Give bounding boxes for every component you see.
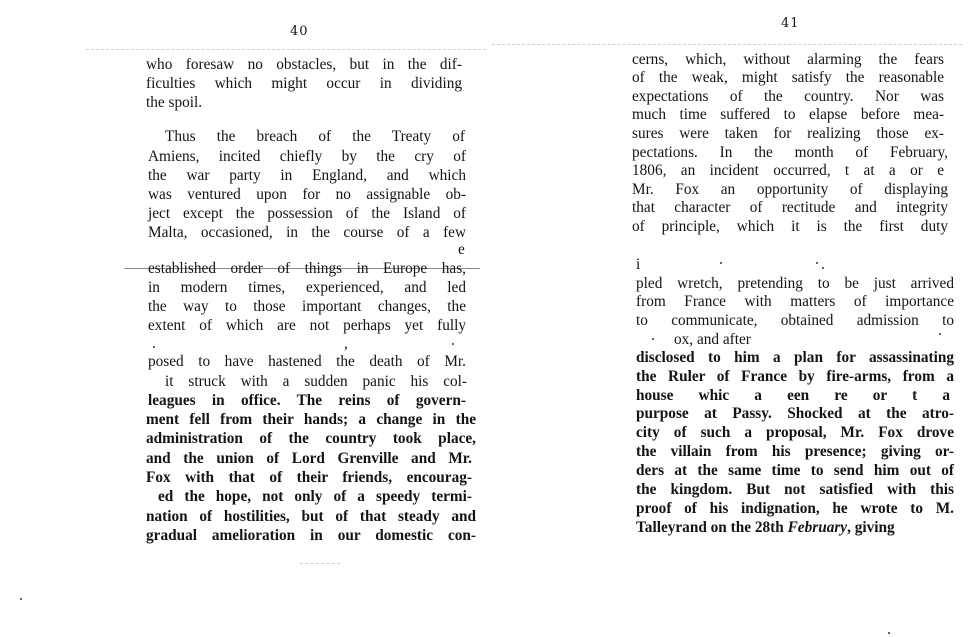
text-line: e (458, 241, 465, 258)
text-line: ment fell from their hands; a change in the (146, 411, 476, 428)
text-line: was ventured upon for no assignable ob- (148, 186, 466, 203)
text-line (636, 518, 895, 538)
text-line: the villain from his presence; giving or- (636, 443, 954, 460)
text-line: ox, and after (674, 331, 751, 348)
text-line: pectations. In the month of February, (632, 144, 948, 161)
text-line: of the weak, might satisfy the reasonable (632, 69, 944, 86)
text-line: the Ruler of France by fire-arms, from a (636, 368, 954, 385)
text-line: nation of hostilities, but of that steady and (146, 508, 476, 525)
text-line: proof of his indignation, he wrote to M. (636, 500, 954, 517)
text-line: i (636, 256, 641, 273)
ink-speck (452, 343, 454, 345)
text-line: the way to those important changes, the (148, 298, 466, 315)
text-line: extent of which are not perhaps yet fully (148, 317, 466, 334)
footer-rule (300, 563, 340, 564)
text-line: of principle, which it is the first duty (632, 218, 948, 235)
text-line: house whic a een re or t a (636, 387, 950, 404)
text-line: established order of things in Europe has, (148, 260, 466, 277)
ink-speck (939, 333, 941, 335)
text-line: , (344, 335, 348, 352)
ink-speck (888, 632, 890, 634)
ink-speck (822, 267, 824, 269)
text-line: and the union of Lord Grenville and Mr. (146, 450, 472, 467)
header-rule (86, 49, 486, 50)
text-line: sures were taken for realizing those ex- (632, 125, 944, 142)
text-line: the spoil. (146, 94, 203, 111)
text-line: cerns, which, without alarming the fears (632, 51, 944, 68)
page-number: 40 (290, 24, 309, 39)
ink-speck (153, 346, 155, 348)
text-line: ed the hope, not only of a speedy termi- (158, 488, 472, 505)
text-line: pled wretch, pretending to be just arrived (636, 275, 954, 292)
ink-speck (816, 262, 818, 264)
text-line: gradual amelioration in our domestic con- (146, 527, 476, 544)
text-line: Fox with that of their friends, encourag- (146, 469, 472, 486)
text-line: expectations of the country. Nor was (632, 88, 944, 105)
right-page (490, 0, 980, 637)
text-line: disclosed to him a plan for assassinating (636, 349, 954, 366)
text-line: leagues in office. The reins of govern- (148, 392, 466, 409)
text-line: Amiens, incited chiefly by the cry of (148, 148, 466, 165)
text-line: the kingdom. But not satisfied with this (636, 481, 954, 498)
emphasized-word: February (787, 519, 848, 536)
text-line: administration of the country took place, (146, 430, 476, 447)
text-line: who foresaw no obstacles, but in the dif- (146, 56, 462, 73)
ink-speck (652, 338, 654, 340)
text-line: that character of rectitude and integrity (632, 199, 948, 216)
text-line: ders at the same time to send him out of (636, 462, 954, 479)
text-line: it struck with a sudden panic his col- (165, 373, 467, 390)
text-line: in modern times, experienced, and led (148, 279, 466, 296)
text-line: Mr. Fox an opportunity of displaying (632, 181, 948, 198)
text-line: 1806, an incident occurred, t at a or e (632, 162, 944, 179)
text-line: ject except the possession of the Island of (148, 205, 466, 222)
text-line: much time suffered to elapse before mea- (632, 106, 944, 123)
text-run: , giving (847, 519, 895, 536)
text-line: to communicate, obtained admission to (636, 312, 954, 329)
text-line: purpose at Passy. Shocked at the atro- (636, 405, 954, 422)
text-line: the war party in England, and which (148, 167, 466, 184)
text-run: Talleyrand on the 28th (636, 519, 784, 536)
page-number: 41 (781, 16, 800, 31)
text-line: posed to have hastened the death of Mr. (148, 353, 466, 370)
ink-speck (20, 598, 22, 600)
text-line: city of such a proposal, Mr. Fox drove (636, 424, 954, 441)
text-line: ficulties which might occur in dividing (146, 75, 462, 92)
text-line: Malta, occasioned, in the course of a few (148, 224, 466, 241)
text-line: from France with matters of importance (636, 293, 954, 310)
text-line: Thus the breach of the Treaty of (165, 128, 465, 145)
header-rule (492, 44, 962, 45)
ink-speck (720, 262, 722, 264)
